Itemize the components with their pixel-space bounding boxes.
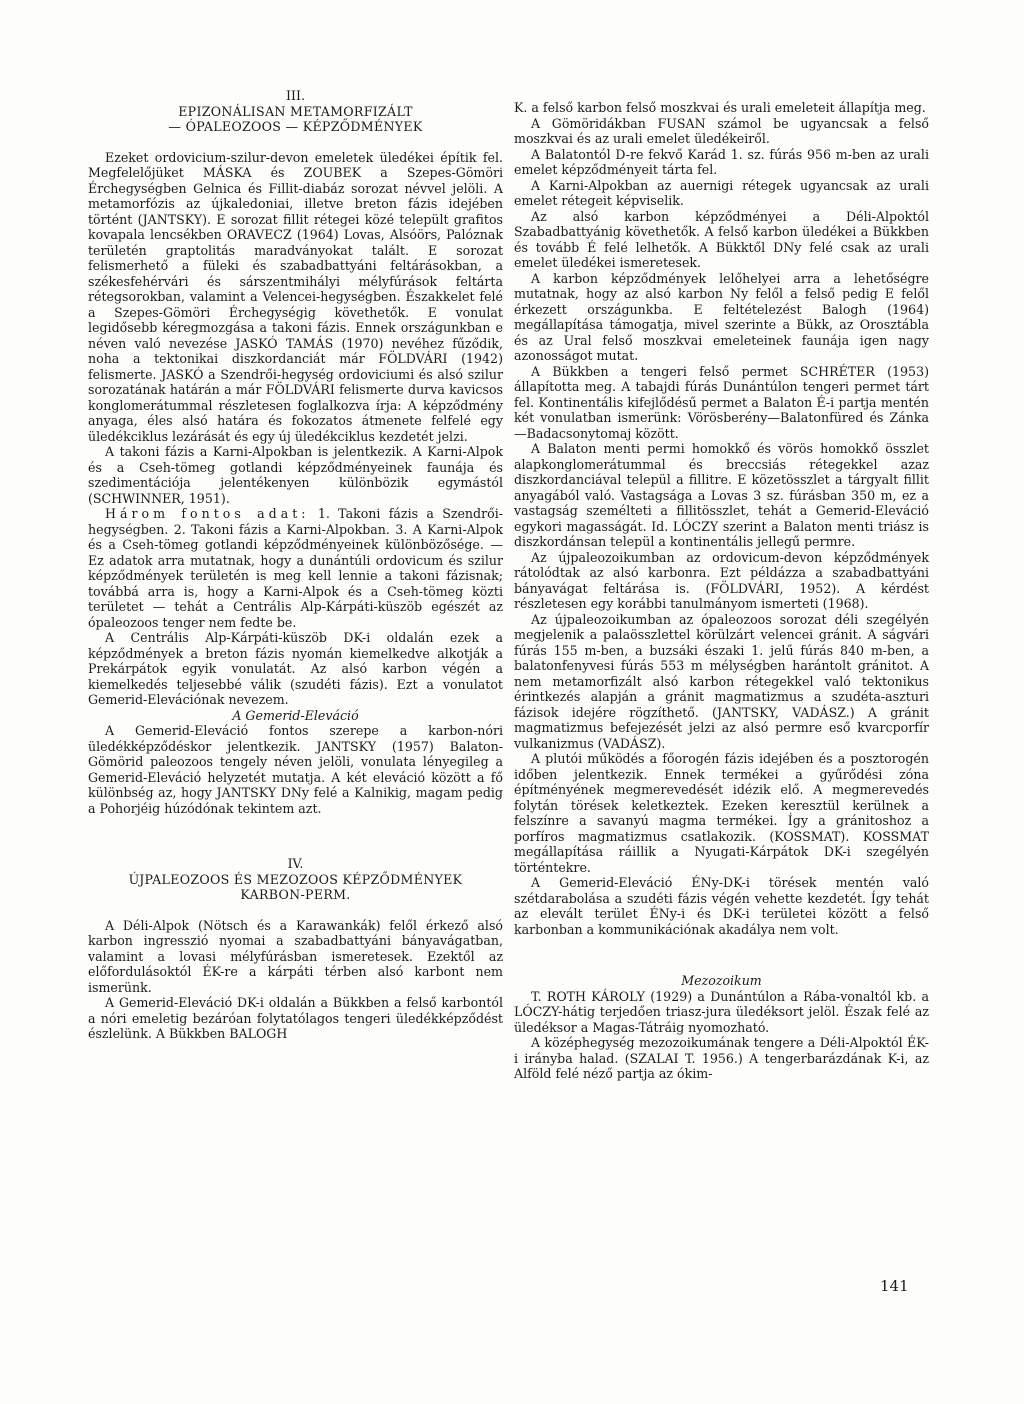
paragraph: A Gemerid-Eleváció ÉNy-DK-i törések mentén való szétdarabolása a szudéti fázis végén vehette kezdetét. Így tehát az elevált terület ÉNy-i és DK-i területei között a felső karbonban a kommunikációnak akadálya nem volt. [514,875,929,937]
paragraph: A karbon képződmények lelőhelyei arra a lehetőségre mutatnak, hogy az alsó karbon Ny felől a felső pedig E felől érkezett országunkba. E feltételezést Balogh (1964) megállapítása támogatja, mivel szerinte a Bükk, az Orosztábla és az Ural felső moszkvai emeleteinek faunája igen nagy azonosságot mutat. [514,270,929,363]
paragraph: A plutói működés a főorogén fázis idejében és a posztorogén időben jelentkezik. Ennek termékei a gyűrődési zóna építményének megmerevedését idézik elő. A megmerevedés folytán törések keletkeztek. Ezeken keresztül kerülnek a felszínre a savanyú magma termékei. Így a gránitoshoz a porfíros magmatizmus csatlakozik. (KOSSMAT). KOSSMAT megállapítása ráillik a Nyugati-Kárpátok DK-i szegélyén történtekre. [514,751,929,875]
chapter-heading-line2: — ÓPALEOZOOS — KÉPZŐDMÉNYEK [168,118,423,134]
paragraph-three-data [88,506,503,630]
chapter-heading-line1: EPIZONÁLISAN METAMORFIZÁLT [178,103,413,119]
paragraph: A középhegység mezozoikumának tengere a Déli-Alpoktól ÉK-i irányba halad. (SZALAI T. 1956.) A tengerbarázdának K-i, az Alföld felé néző partja az ókim- [514,1035,929,1081]
paragraph: T. ROTH KÁROLY (1929) a Dunántúlon a Rába-vonaltól kb. a LÓCZY-hátig terjedően triasz-jura üledéksort jelöl. Észak felé az üledéksor a Magas-Tátráig nyomozható. [514,988,929,1035]
chapter-heading-line2: KARBON-PERM. [240,886,351,902]
paragraph: A Gemerid-Eleváció fontos szerepe a karbon-nóri üledékképződéskor jelentkezik. JANTSKY (1957) Balaton-Gömörid paleozoos tengely néven jelöli, vonulata lényegileg a Gemerid-Eleváció helyzetét mutatja. A két eleváció között a fő különbség az, hogy JANTSKY DNy felé a Kalnikig, magam pedig a Pohorjéig húzódónak tekintem azt. [88,723,503,816]
paragraph: Az újpaleozoikumban az ópaleozoos sorozat déli szegélyén megjelenik a palaösszlettel körülzárt velencei gránit. A ságvári fúrás 155 m-ben, a buzsáki északi 1. jelű fúrás 840 m-ben, a balatonfenyvesi fúrás 553 m mélységben harántolt gránitot. A nem metamorfizált alsó karbon rétegekkel való tektonikus érintkezés alapján a gránit magmatizmus a szudéta-aszturi fázisok idejére rögzíthető. (JANTSKY, VADÁSZ.) A gránit magmatizmus befejezését jelzi az alsó permre eső kvarcporfír vulkanizmus (VADÁSZ). [514,611,929,751]
three-data-label: Három fontos adat: [105,506,310,521]
section-title: Mezozoikum [681,973,762,988]
chapter-number: IV. [287,856,304,871]
paragraph: A Bükkben a tengeri felső permet SCHRÉTER (1953) állapította meg. A tabajdi fúrás Dunántúlon tengeri permet tárt fel. Kontinentális kifejlődésű permet a Balaton É-i partja mentén két vonulatban ismerünk: Vörösberény—Balatonfüred és Zánka—Badacsonytomaj között. [514,363,929,441]
chapter-number: III. [286,88,305,103]
paragraph: A Balaton menti permi homokkő és vörös homokkő összlet alapkonglomerátummal és breccsiás rétegekkel azaz diszkordanciával települ a fillitre. E közetösszlet a tárgyalt fillit anyagából való. Vastagsága a Lovas 3 sz. fúrásban 350 m, ez a vastagság személteti a fillitösszlet, tehát a Gemerid-Eleváció egykori magasságát. Id. LÓCZY szerint a Balaton menti triász is diszkordánsan települ a kontinentális jellegű permre. [514,441,929,549]
chapter-heading [88,872,503,902]
three-data-text: 1. Takoni fázis a Szendrői-hegységben. 2. Takoni fázis a Karni-Alpokban. 3. A Karni-Alpok és a Cseh-tömeg gotlandi képződményeinek különbözősége. — Ez adatok arra mutatnak, hogy a dunántúli ordovicum és szilur képződmények területén is meg kell lennie a takoni fázisnak; továbbá arra is, hogy a Karni-Alpok és a Cseh-tömeg közti területet — tehát a Centrális Alp-Kárpáti-küszöb egészét az ópaleozoos tenger nem fedte be. [88,506,503,630]
section-title: A Gemerid-Eleváció [232,707,359,723]
paragraph: A Karni-Alpokban az auernigi rétegek ugyancsak az urali emelet rétegeit képviselik. [514,177,929,208]
paragraph: Az alsó karbon képződményei a Déli-Alpoktól Szabadbattyánig követhetők. A felső karbon üledékei a Bükkben és tovább É felé lelhetők. A Bükktől DNy felé csak az urali emelet üledékei ismeretesek. [514,208,929,270]
left-column [88,88,503,1042]
paragraph: A Gömöridákban FUSAN számol be ugyancsak a felső moszkvai és az urali emelet üledékeiről. [514,115,929,146]
right-column [514,100,929,1082]
chapter-heading [88,104,503,134]
paragraph: A Déli-Alpok (Nötsch és a Karawankák) felől érkező alsó karbon ingresszió nyomai a szabadbattyáni bányavágatban, valamint a lovasi mélyfúrásban ismeretesek. Ezektől az előfordulásoktól ÉK-re a kárpáti térben alsó karbont nem ismerünk. [88,917,503,995]
paragraph: Ezeket ordovicium-szilur-devon emeletek üledékei építik fel. Megfelelőjüket MÁSKA és ZOUBEK a Szepes-Gömöri Érchegységben Gelnica és Fillit-diabáz sorozat névvel jelöli. A metamorfózis az újkaledoniai, illetve breton fázis idejében történt (JANTSKY). E sorozat fillit rétegei közé települt grafitos kovapala lencsékben ORAVECZ (1964) Lovas, Alsóörs, Palóznak területén graptolitás maradványokat talált. E sorozat felismerhető a füleki és szabadbattyáni feltárásokban, a székesfehérvári és sárszentmihályi mélyfúrások feltárta rétegsorokban, valamint a Velencei-hegységben. Északkelet felé a Szepes-Gömöri Érchegységig követhetők. E vonulat legidősebb kéregmozgása a takoni fázis. Ennek országunkban e néven való nevezése JASKÓ TAMÁS (1970) nevéhez fűződik, noha a tektonikai diszkordanciát már FÖLDVÁRI (1942) felismerte. JASKÓ a Szendrői-hegység ordoviciumi és alsó szilur sorozatának határán a már FÖLDVÁRI felismerte durva kavicsos konglomerátummal részletesen foglalkozva írja: A képződmény anyaga, éles alsó határa és fokozatos átmenete felfelé egy üledékciklus lezárását és egy új üledékciklus kezdetét jelzi. [88,149,503,444]
paragraph: A Centrális Alp-Kárpáti-küszöb DK-i oldalán ezek a képződmények a breton fázis nyomán kiemelkedve alkotják a Prekárpátok egyik vonulatát. Az alsó karbon végén a kiemelkedés teljesebbé válik (szudéti fázis). Ezt a vonulatot Gemerid-Elevációnak nevezem. [88,630,503,707]
paragraph: K. a felső karbon felső moszkvai és urali emeleteit állapítja meg. [514,100,926,115]
page-number: 141 [880,1277,909,1295]
chapter-heading-line1: ÚJPALEOZOOS ÉS MEZOZOOS KÉPZŐDMÉNYEK [128,871,463,887]
paragraph: A Gemerid-Eleváció DK-i oldalán a Bükkben a felső karbontól a nóri emeletig bezáróan folytatólagos tengeri üledékképződést észlelünk. A Bükkben BALOGH [88,995,503,1041]
paragraph: Az újpaleozoikumban az ordovicum-devon képződmények rátolódtak az alsó karbonra. Ezt példázza a szabadbattyáni bányavágat feltárása is. (FÖLDVÁRI, 1952). A kérdést részletesen egy korábbi tanulmányom ismerteti (1968). [514,549,929,611]
paragraph: A Balatontól D-re fekvő Karád 1. sz. fúrás 956 m-ben az urali emelet képződményeit tárta fel. [514,146,929,177]
paragraph: A takoni fázis a Karni-Alpokban is jelentkezik. A Karni-Alpok és a Cseh-tömeg gotlandi képződményeinek faunája és szedimentációja jelentékenyen különbözik egymástól (SCHWINNER, 1951). [88,444,503,506]
